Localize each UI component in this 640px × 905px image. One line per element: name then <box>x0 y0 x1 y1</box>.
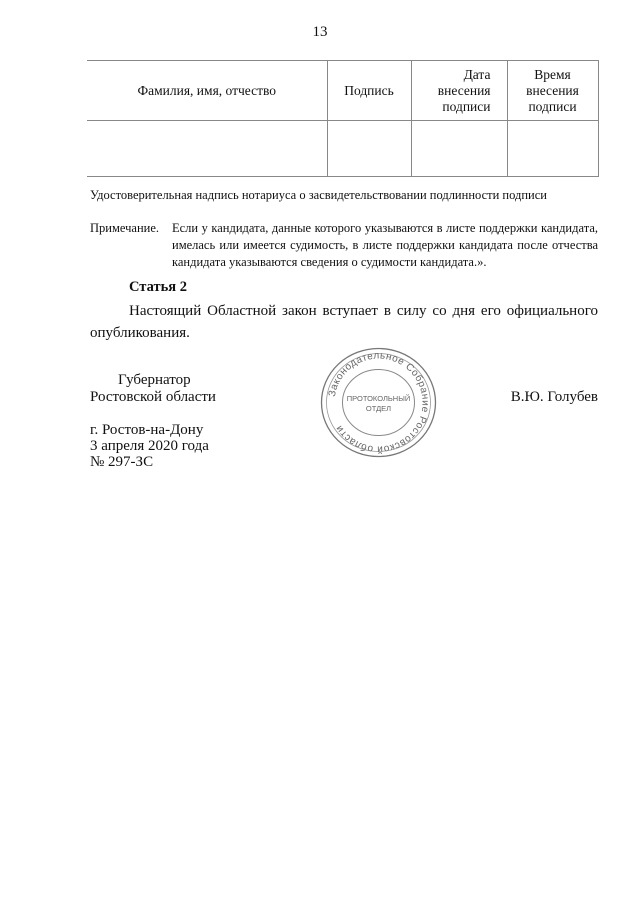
seal-ring-text: Законодательное Собрание Ростовской области <box>326 350 431 455</box>
signatory-title-line1: Губернатор <box>118 372 191 388</box>
article-text: Настоящий Областной закон вступает в силу со дня его официального опубликования. <box>90 303 598 341</box>
article-title: Статья 2 <box>129 279 187 295</box>
table-header-time: Время внесения подписи <box>507 61 598 121</box>
signature-table <box>87 60 599 177</box>
seal-center-line1: ПРОТОКОЛЬНЫЙ <box>346 394 411 403</box>
notary-text: Удостоверительная надпись нотариуса о засвидетельствовании подлинности подписи <box>90 188 547 202</box>
table-row <box>87 121 598 177</box>
signatory-name: В.Ю. Голубев <box>510 389 598 405</box>
table-header-fio: Фамилия, имя, отчество <box>87 61 327 121</box>
official-seal-icon <box>317 345 440 460</box>
table-header-signature: Подпись <box>327 61 411 121</box>
seal-center-line2: ОТДЕЛ <box>365 404 392 413</box>
signatory-title-line2: Ростовской области <box>90 389 216 405</box>
page-number: 13 <box>312 24 328 40</box>
table-cell-date <box>411 121 507 177</box>
place-date-number <box>90 422 209 470</box>
note <box>90 220 598 271</box>
note-text: Если у кандидата, данные которого указываются в листе поддержки кандидата, имелась или имеется судимость, в листе поддержки кандидата после отчества кандидата указываются сведения о судимости кандидата.». <box>172 221 598 269</box>
table-header-date: Дата внесения подписи <box>411 61 507 121</box>
table-cell-time <box>507 121 598 177</box>
law-number: № 297-ЗС <box>90 454 154 470</box>
place: г. Ростов-на-Дону <box>90 422 204 438</box>
table-header-row <box>87 61 598 121</box>
note-label: Примечание. <box>90 221 160 235</box>
table-cell-signature <box>327 121 411 177</box>
table-cell-fio <box>87 121 327 177</box>
date: 3 апреля 2020 года <box>90 438 209 454</box>
